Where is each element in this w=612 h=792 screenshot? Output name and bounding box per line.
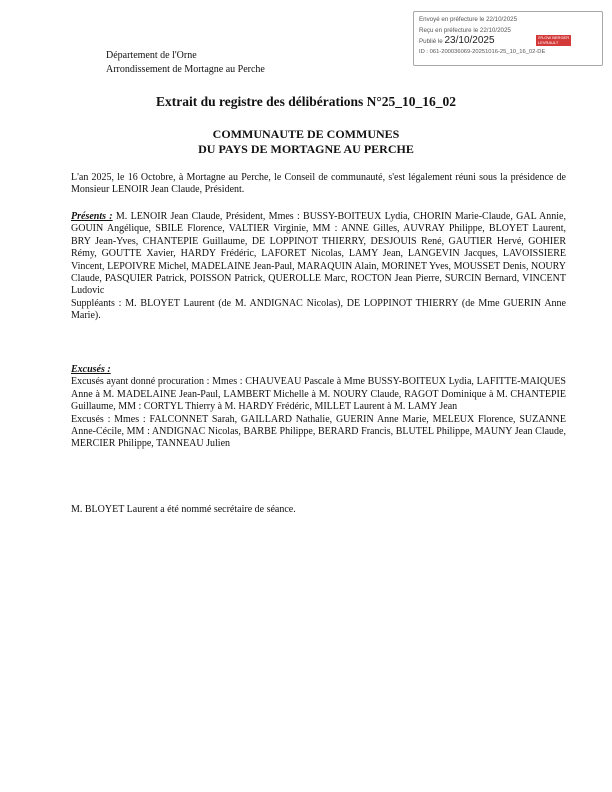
presents-label: Présents : bbox=[71, 211, 113, 222]
organization-line-1: COMMUNAUTE DE COMMUNES bbox=[212, 127, 400, 141]
intro-text: L'an 2025, le 16 Octobre, à Mortagne au Perche, le Conseil de communauté, s'est légalement réuni sous la présidence de Monsieur LENOIR Jean Claude, Président. bbox=[71, 172, 566, 196]
prefecture-stamp bbox=[413, 11, 603, 66]
excuses-label: Excusés : bbox=[71, 364, 111, 375]
department-name: Département de l'Orne bbox=[106, 50, 197, 61]
excuses-procuration-paragraph: Excusés ayant donné procuration : Mmes : CHAUVEAU Pascale à Mme BUSSY-BOITEUX Lydia, LAFITTE-MAIQUES Anne à M. MADELAINE Jean-Paul, LAMBERT Michelle à M. NOURY Claude, RAGOT Dominique à M. CHANTEPIE Guillaume, MM : CORTYL Thierry à M. HARDY Frédéric, MILLET Laurent à M. LAMY Jean bbox=[71, 376, 566, 413]
secretary-section bbox=[71, 504, 566, 516]
header-block bbox=[106, 49, 265, 77]
arrondissement-name: Arrondissement de Mortagne au Perche bbox=[106, 64, 265, 75]
stamp-sent-line: Envoyé en préfecture le 22/10/2025 bbox=[419, 16, 518, 23]
presents-text: M. LENOIR Jean Claude, Président, Mmes : BUSSY-BOITEUX Lydia, CHORIN Marie-Claude, GAL Annie, GOUIN Angélique, SBILE Florence, VALTIER Virginie, MM : ANNE Gilles, AUVRAY Philippe, BLOYET Laurent, BRY Jean-Yves, CHANTEPIE Guillaume, DE LOPPINOT THIERRY, DESJOUIS René, GAUTIER Hervé, GOHIER Rémy, GOUTTE Xavier, HARDY Frédéric, LAFORET Nicolas, LAMY Jean, LANGEVIN Jacques, LAVOISSIERE Vincent, LEPOIVRE Michel, MADELAINE Jean-Paul, MARAQUIN Alain, MORINET Yves, MOUSSET Denis, NOURY Claude, PASQUIER Patrick, POISSON Patrick, QUEROLLE Marc, ROCTON Jean Pierre, SURCIN Bernard, VINCENT Ludovic bbox=[71, 211, 566, 297]
excuses-section bbox=[71, 364, 566, 451]
intro-paragraph bbox=[71, 172, 566, 197]
presents-section bbox=[71, 211, 566, 323]
stamp-published-date: 23/10/2025 bbox=[444, 35, 495, 46]
stamp-id-line: ID : 061-200036069-20251016-25_10_16_02-DE bbox=[419, 48, 546, 55]
stamp-published-label: Publié le bbox=[419, 38, 443, 45]
excuses-others-paragraph: Excusés : Mmes : FALCONNET Sarah, GAILLARD Nathalie, GUERIN Anne Marie, MELEUX Florence, SUZANNE Anne-Cécile, MM : ANDIGNAC Nicolas, BARBE Philippe, BERARD Francis, BLUTEL Philippe, MAUNY Jean Claude, MERCIER Philippe, TANNEAU Julien bbox=[71, 413, 566, 450]
organization-title bbox=[0, 127, 612, 157]
excuses-label-line bbox=[71, 364, 566, 376]
suppleants-paragraph: Suppléants : M. BLOYET Laurent (de M. ANDIGNAC Nicolas), DE LOPPINOT THIERRY (de Mme GUERIN Anne Marie). bbox=[71, 297, 566, 322]
stamp-received-line: Reçu en préfecture le 22/10/2025 bbox=[419, 26, 511, 34]
organization-line-2: DU PAYS DE MORTAGNE AU PERCHE bbox=[198, 142, 414, 156]
presents-paragraph bbox=[71, 211, 566, 298]
slow-logo-icon: S²LOW BERGER LEVRAULT bbox=[538, 35, 570, 45]
secretary-text: M. BLOYET Laurent a été nommé secrétaire de séance. bbox=[71, 504, 296, 515]
document-title: Extrait du registre des délibérations N°25_10_16_02 bbox=[155, 94, 456, 109]
